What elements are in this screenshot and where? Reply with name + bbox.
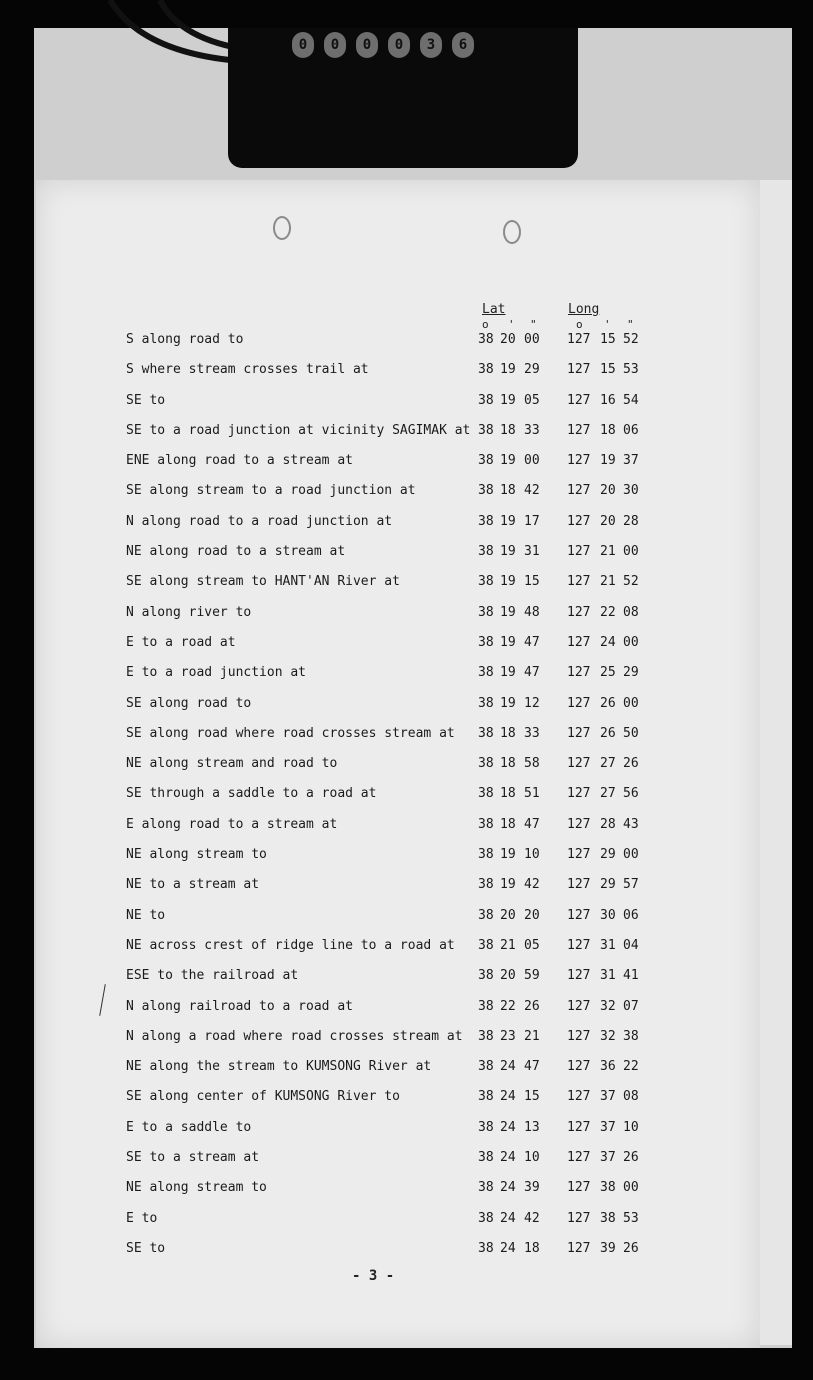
long-seconds: 53 <box>623 362 639 378</box>
long-seconds: 43 <box>623 816 639 832</box>
lat-seconds: 31 <box>524 544 540 560</box>
boundary-row <box>36 1209 760 1239</box>
long-minutes: 32 <box>600 1028 616 1044</box>
lat-degrees: 38 <box>478 816 494 832</box>
long-seconds: 28 <box>623 513 639 529</box>
boundary-row <box>36 694 760 724</box>
long-degrees: 127 <box>567 1059 591 1075</box>
lat-minutes: 18 <box>500 816 516 832</box>
long-header: Long <box>568 302 600 317</box>
boundary-description: N along railroad to a road at <box>126 998 353 1014</box>
long-minute-unit: ' <box>604 318 611 331</box>
lat-minutes: 19 <box>500 513 516 529</box>
long-minutes: 26 <box>600 695 616 711</box>
boundary-row <box>36 1148 760 1178</box>
boundary-row <box>36 784 760 814</box>
long-seconds: 06 <box>623 422 639 438</box>
lat-degrees: 38 <box>478 1240 494 1256</box>
boundary-description: SE along stream to HANT'AN River at <box>126 574 400 590</box>
lat-minutes: 24 <box>500 1150 516 1166</box>
boundary-row <box>36 815 760 845</box>
boundary-row <box>36 663 760 693</box>
boundary-description: E to a road at <box>126 634 236 650</box>
long-degrees: 127 <box>567 1150 591 1166</box>
lat-seconds: 42 <box>524 877 540 893</box>
boundary-row <box>36 330 760 360</box>
lat-degrees: 38 <box>478 1059 494 1075</box>
boundary-description: NE along stream to <box>126 1180 267 1196</box>
long-seconds: 00 <box>623 634 639 650</box>
lat-seconds: 47 <box>524 665 540 681</box>
long-degrees: 127 <box>567 907 591 923</box>
long-minutes: 25 <box>600 665 616 681</box>
long-seconds: 26 <box>623 1150 639 1166</box>
long-minutes: 31 <box>600 937 616 953</box>
lat-degrees: 38 <box>478 695 494 711</box>
lat-degrees: 38 <box>478 634 494 650</box>
long-seconds: 41 <box>623 968 639 984</box>
long-degrees: 127 <box>567 968 591 984</box>
long-minutes: 39 <box>600 1240 616 1256</box>
lat-minutes: 18 <box>500 756 516 772</box>
boundary-description: E along road to a stream at <box>126 816 338 832</box>
long-degrees: 127 <box>567 544 591 560</box>
lat-degrees: 38 <box>478 1150 494 1166</box>
long-minutes: 27 <box>600 786 616 802</box>
boundary-row <box>36 481 760 511</box>
boundary-row <box>36 997 760 1027</box>
long-seconds: 52 <box>623 574 639 590</box>
lat-second-unit: " <box>530 318 537 331</box>
boundary-description: SE through a saddle to a road at <box>126 786 377 802</box>
lat-minutes: 20 <box>500 968 516 984</box>
lat-degrees: 38 <box>478 847 494 863</box>
long-seconds: 10 <box>623 1119 639 1135</box>
lat-minutes: 19 <box>500 665 516 681</box>
boundary-description: SE to a stream at <box>126 1150 260 1166</box>
lat-seconds: 47 <box>524 1059 540 1075</box>
lat-degree-unit: o <box>482 318 489 331</box>
long-seconds: 04 <box>623 937 639 953</box>
long-degrees: 127 <box>567 1028 591 1044</box>
long-seconds: 00 <box>623 695 639 711</box>
lat-minutes: 19 <box>500 604 516 620</box>
lat-degrees: 38 <box>478 332 494 347</box>
lat-minutes: 23 <box>500 1028 516 1044</box>
lat-seconds: 00 <box>524 332 540 347</box>
backing-sheet-edge <box>760 180 792 1345</box>
boundary-description: SE to <box>126 1240 166 1256</box>
long-minutes: 16 <box>600 392 616 408</box>
boundary-row <box>36 360 760 390</box>
long-seconds: 52 <box>623 332 639 347</box>
boundary-description: NE along stream and road to <box>126 756 338 772</box>
lat-seconds: 15 <box>524 574 540 590</box>
boundary-row <box>36 1178 760 1208</box>
lat-seconds: 21 <box>524 1028 540 1044</box>
long-minutes: 20 <box>600 483 616 499</box>
lat-seconds: 51 <box>524 786 540 802</box>
punch-hole <box>273 216 291 240</box>
lat-minute-unit: ' <box>508 318 515 331</box>
boundary-description: N along river to <box>126 604 252 620</box>
long-degrees: 127 <box>567 786 591 802</box>
long-seconds: 00 <box>623 1180 639 1196</box>
lat-degrees: 38 <box>478 725 494 741</box>
lat-degrees: 38 <box>478 544 494 560</box>
lat-degrees: 38 <box>478 1028 494 1044</box>
lat-minutes: 18 <box>500 725 516 741</box>
lat-minutes: 22 <box>500 998 516 1014</box>
lat-seconds: 47 <box>524 816 540 832</box>
lat-minutes: 20 <box>500 907 516 923</box>
lat-seconds: 58 <box>524 756 540 772</box>
lat-minutes: 18 <box>500 422 516 438</box>
lat-minutes: 19 <box>500 634 516 650</box>
punch-hole <box>503 220 521 244</box>
long-seconds: 06 <box>623 907 639 923</box>
long-degree-unit: o <box>576 318 583 331</box>
lat-minutes: 20 <box>500 332 516 347</box>
lat-degrees: 38 <box>478 483 494 499</box>
long-seconds: 00 <box>623 544 639 560</box>
lat-degrees: 38 <box>478 1119 494 1135</box>
long-minutes: 38 <box>600 1180 616 1196</box>
boundary-row <box>36 936 760 966</box>
lat-seconds: 47 <box>524 634 540 650</box>
long-seconds: 00 <box>623 847 639 863</box>
boundary-description: N along a road where road crosses stream at <box>126 1028 463 1044</box>
lat-seconds: 10 <box>524 847 540 863</box>
long-minutes: 38 <box>600 1210 616 1226</box>
boundary-description: ENE along road to a stream at <box>126 453 353 469</box>
lat-degrees: 38 <box>478 1210 494 1226</box>
long-minutes: 18 <box>600 422 616 438</box>
lat-minutes: 19 <box>500 695 516 711</box>
long-minutes: 29 <box>600 877 616 893</box>
lat-minutes: 18 <box>500 483 516 499</box>
lat-seconds: 59 <box>524 968 540 984</box>
lat-seconds: 17 <box>524 513 540 529</box>
boundary-description: N along road to a road junction at <box>126 513 393 529</box>
long-minutes: 26 <box>600 725 616 741</box>
long-degrees: 127 <box>567 634 591 650</box>
boundary-description: NE along road to a stream at <box>126 544 346 560</box>
boundary-row <box>36 875 760 905</box>
lat-degrees: 38 <box>478 786 494 802</box>
lat-degrees: 38 <box>478 1089 494 1105</box>
lat-minutes: 24 <box>500 1089 516 1105</box>
lat-minutes: 19 <box>500 544 516 560</box>
boundary-description: S along road to <box>126 332 244 347</box>
long-minutes: 15 <box>600 332 616 347</box>
lat-minutes: 21 <box>500 937 516 953</box>
counter-digit: 0 <box>292 32 314 58</box>
coordinate-list <box>36 330 760 1269</box>
lat-degrees: 38 <box>478 877 494 893</box>
lat-seconds: 15 <box>524 1089 540 1105</box>
boundary-row <box>36 572 760 602</box>
lat-seconds: 20 <box>524 907 540 923</box>
long-minutes: 31 <box>600 968 616 984</box>
long-minutes: 30 <box>600 907 616 923</box>
boundary-description: E to a road junction at <box>126 665 307 681</box>
boundary-row <box>36 1057 760 1087</box>
boundary-row <box>36 845 760 875</box>
long-degrees: 127 <box>567 362 591 378</box>
lat-seconds: 42 <box>524 483 540 499</box>
long-degrees: 127 <box>567 422 591 438</box>
counter-digit: 0 <box>356 32 378 58</box>
counter-digit: 0 <box>324 32 346 58</box>
lat-minutes: 24 <box>500 1210 516 1226</box>
long-minutes: 37 <box>600 1150 616 1166</box>
lat-degrees: 38 <box>478 604 494 620</box>
long-minutes: 36 <box>600 1059 616 1075</box>
lat-seconds: 26 <box>524 998 540 1014</box>
lat-minutes: 19 <box>500 877 516 893</box>
boundary-row <box>36 1087 760 1117</box>
long-seconds: 54 <box>623 392 639 408</box>
boundary-description: NE along stream to <box>126 847 267 863</box>
boundary-description: SE along road where road crosses stream at <box>126 725 455 741</box>
long-minutes: 27 <box>600 756 616 772</box>
lat-seconds: 10 <box>524 1150 540 1166</box>
long-minutes: 28 <box>600 816 616 832</box>
lat-degrees: 38 <box>478 392 494 408</box>
long-degrees: 127 <box>567 513 591 529</box>
long-seconds: 57 <box>623 877 639 893</box>
lat-minutes: 19 <box>500 574 516 590</box>
long-minutes: 19 <box>600 453 616 469</box>
boundary-row <box>36 603 760 633</box>
boundary-description: E to a saddle to <box>126 1119 252 1135</box>
long-seconds: 08 <box>623 604 639 620</box>
lat-minutes: 24 <box>500 1180 516 1196</box>
long-minutes: 37 <box>600 1119 616 1135</box>
lat-seconds: 00 <box>524 453 540 469</box>
boundary-row <box>36 724 760 754</box>
lat-degrees: 38 <box>478 422 494 438</box>
long-degrees: 127 <box>567 392 591 408</box>
boundary-description: S where stream crosses trail at <box>126 362 369 378</box>
lat-minutes: 24 <box>500 1059 516 1075</box>
lat-seconds: 48 <box>524 604 540 620</box>
long-seconds: 22 <box>623 1059 639 1075</box>
long-minutes: 21 <box>600 574 616 590</box>
lat-seconds: 05 <box>524 392 540 408</box>
long-seconds: 07 <box>623 998 639 1014</box>
boundary-row <box>36 451 760 481</box>
boundary-description: NE to <box>126 907 166 923</box>
long-degrees: 127 <box>567 816 591 832</box>
boundary-description: SE along road to <box>126 695 252 711</box>
long-minutes: 15 <box>600 362 616 378</box>
counter-digit: 3 <box>420 32 442 58</box>
lat-degrees: 38 <box>478 968 494 984</box>
lat-degrees: 38 <box>478 756 494 772</box>
lat-degrees: 38 <box>478 665 494 681</box>
boundary-description: ESE to the railroad at <box>126 968 299 984</box>
lat-minutes: 24 <box>500 1119 516 1135</box>
document-page <box>36 180 760 1348</box>
long-degrees: 127 <box>567 1240 591 1256</box>
counter-digit: 6 <box>452 32 474 58</box>
lat-seconds: 29 <box>524 362 540 378</box>
boundary-row <box>36 1239 760 1269</box>
long-degrees: 127 <box>567 604 591 620</box>
long-minutes: 22 <box>600 604 616 620</box>
long-seconds: 50 <box>623 725 639 741</box>
long-degrees: 127 <box>567 453 591 469</box>
lat-degrees: 38 <box>478 1180 494 1196</box>
long-seconds: 38 <box>623 1028 639 1044</box>
long-degrees: 127 <box>567 877 591 893</box>
long-seconds: 29 <box>623 665 639 681</box>
lat-seconds: 12 <box>524 695 540 711</box>
long-degrees: 127 <box>567 937 591 953</box>
boundary-row <box>36 1118 760 1148</box>
boundary-row <box>36 421 760 451</box>
lat-seconds: 42 <box>524 1210 540 1226</box>
long-degrees: 127 <box>567 756 591 772</box>
boundary-description: E to <box>126 1210 158 1226</box>
lat-minutes: 18 <box>500 786 516 802</box>
long-degrees: 127 <box>567 665 591 681</box>
long-seconds: 08 <box>623 1089 639 1105</box>
long-degrees: 127 <box>567 1119 591 1135</box>
lat-degrees: 38 <box>478 362 494 378</box>
long-degrees: 127 <box>567 1210 591 1226</box>
lat-minutes: 19 <box>500 847 516 863</box>
lat-degrees: 38 <box>478 513 494 529</box>
lat-seconds: 39 <box>524 1180 540 1196</box>
lat-minutes: 19 <box>500 392 516 408</box>
long-second-unit: " <box>627 318 634 331</box>
long-degrees: 127 <box>567 998 591 1014</box>
long-seconds: 30 <box>623 483 639 499</box>
lat-degrees: 38 <box>478 937 494 953</box>
long-seconds: 56 <box>623 786 639 802</box>
long-minutes: 24 <box>600 634 616 650</box>
boundary-row <box>36 512 760 542</box>
long-seconds: 53 <box>623 1210 639 1226</box>
lat-minutes: 19 <box>500 362 516 378</box>
long-minutes: 29 <box>600 847 616 863</box>
long-degrees: 127 <box>567 725 591 741</box>
lat-seconds: 13 <box>524 1119 540 1135</box>
boundary-row <box>36 906 760 936</box>
lat-degrees: 38 <box>478 998 494 1014</box>
lat-degrees: 38 <box>478 574 494 590</box>
boundary-row <box>36 391 760 421</box>
frame-counter <box>292 32 474 58</box>
lat-minutes: 19 <box>500 453 516 469</box>
long-minutes: 32 <box>600 998 616 1014</box>
lat-seconds: 33 <box>524 422 540 438</box>
boundary-row <box>36 1027 760 1057</box>
long-degrees: 127 <box>567 695 591 711</box>
long-minutes: 37 <box>600 1089 616 1105</box>
lat-seconds: 18 <box>524 1240 540 1256</box>
lat-seconds: 05 <box>524 937 540 953</box>
long-seconds: 37 <box>623 453 639 469</box>
long-minutes: 21 <box>600 544 616 560</box>
counter-digit: 0 <box>388 32 410 58</box>
long-degrees: 127 <box>567 1089 591 1105</box>
long-degrees: 127 <box>567 483 591 499</box>
boundary-description: SE along stream to a road junction at <box>126 483 416 499</box>
lat-degrees: 38 <box>478 907 494 923</box>
boundary-description: NE to a stream at <box>126 877 260 893</box>
long-degrees: 127 <box>567 1180 591 1196</box>
boundary-description: SE to a road junction at vicinity SAGIMAK at <box>126 422 471 438</box>
lat-seconds: 33 <box>524 725 540 741</box>
long-minutes: 20 <box>600 513 616 529</box>
long-degrees: 127 <box>567 332 591 347</box>
lat-header: Lat <box>482 302 506 317</box>
lat-degrees: 38 <box>478 453 494 469</box>
long-degrees: 127 <box>567 574 591 590</box>
boundary-description: NE across crest of ridge line to a road at <box>126 937 455 953</box>
lat-minutes: 24 <box>500 1240 516 1256</box>
long-seconds: 26 <box>623 1240 639 1256</box>
boundary-description: SE along center of KUMSONG River to <box>126 1089 400 1105</box>
long-degrees: 127 <box>567 847 591 863</box>
page-number: - 3 - <box>352 1268 395 1284</box>
boundary-row <box>36 633 760 663</box>
boundary-description: NE along the stream to KUMSONG River at <box>126 1059 432 1075</box>
boundary-description: SE to <box>126 392 166 408</box>
boundary-row <box>36 966 760 996</box>
boundary-row <box>36 754 760 784</box>
long-seconds: 26 <box>623 756 639 772</box>
boundary-row <box>36 542 760 572</box>
